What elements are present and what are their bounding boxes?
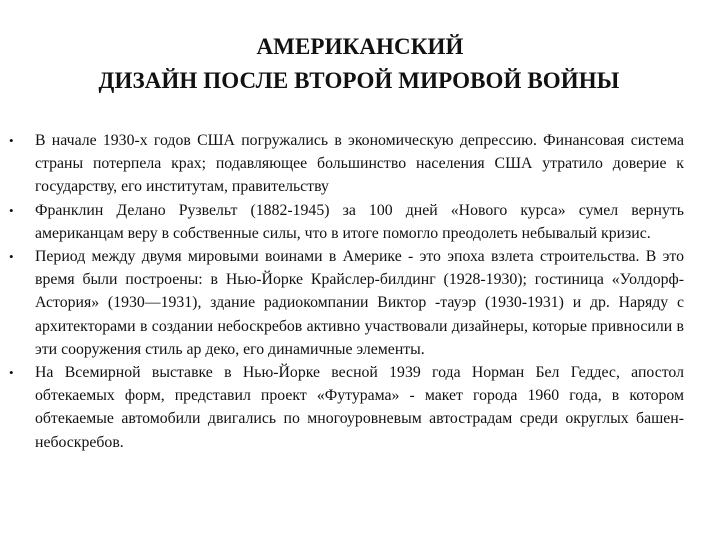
bullet-icon: • — [9, 133, 14, 148]
bullet-text: На Всемирной выставке в Нью-Йорке весной 1939 года Норман Бел Геддес, апостол обтекаемых форм, представил проект «Футурама» - макет города 1960 года, в котором обтекаемые автомобили двигались по многоуровневым автострадам среди округлых башен-небоскребов. — [35, 364, 684, 451]
title-line-1: АМЕРИКАНСКИЙ — [256, 34, 464, 59]
bullet-item — [0, 129, 720, 199]
bullet-icon: • — [9, 365, 14, 381]
bullet-text: Франклин Делано Рузвельт (1882-1945) за 100 дней «Нового курса» сумел вернуть американцам веру в собственные силы, что в итоге помогло преодолеть небывалый кризис. — [35, 201, 684, 242]
title-line-2: ДИЗАЙН ПОСЛЕ ВТОРОЙ МИРОВОЙ ВОЙНЫ — [98, 68, 620, 93]
bullet-icon: • — [9, 202, 14, 218]
bullet-item — [0, 199, 720, 245]
bullet-text: В начале 1930-х годов США погружались в экономическую депрессию. Финансовая система страны потерпела крах; подавляющее большинство населения США утратило доверие к государству, его институтам, правительству — [35, 132, 684, 196]
slide-title — [0, 30, 720, 98]
bullet-text: Период между двумя мировыми воинами в Америке - это эпоха взлета строительства. В это время были построены: в Нью-Йорке Крайслер-билдинг (1928-1930); гостиница «Уолдорф-Астория» (1930—1931), здание радиокомпании Виктор -тауэр (1930-1931) и др. Наряду с архитекторами в создании небоскребов активно участвовали дизайнеры, которые привносили в эти сооружения стиль ар деко, его динамичные элементы. — [35, 248, 684, 358]
bullet-list — [0, 129, 720, 454]
bullet-icon: • — [9, 249, 14, 265]
bullet-item — [0, 361, 720, 454]
bullet-item — [0, 245, 720, 361]
